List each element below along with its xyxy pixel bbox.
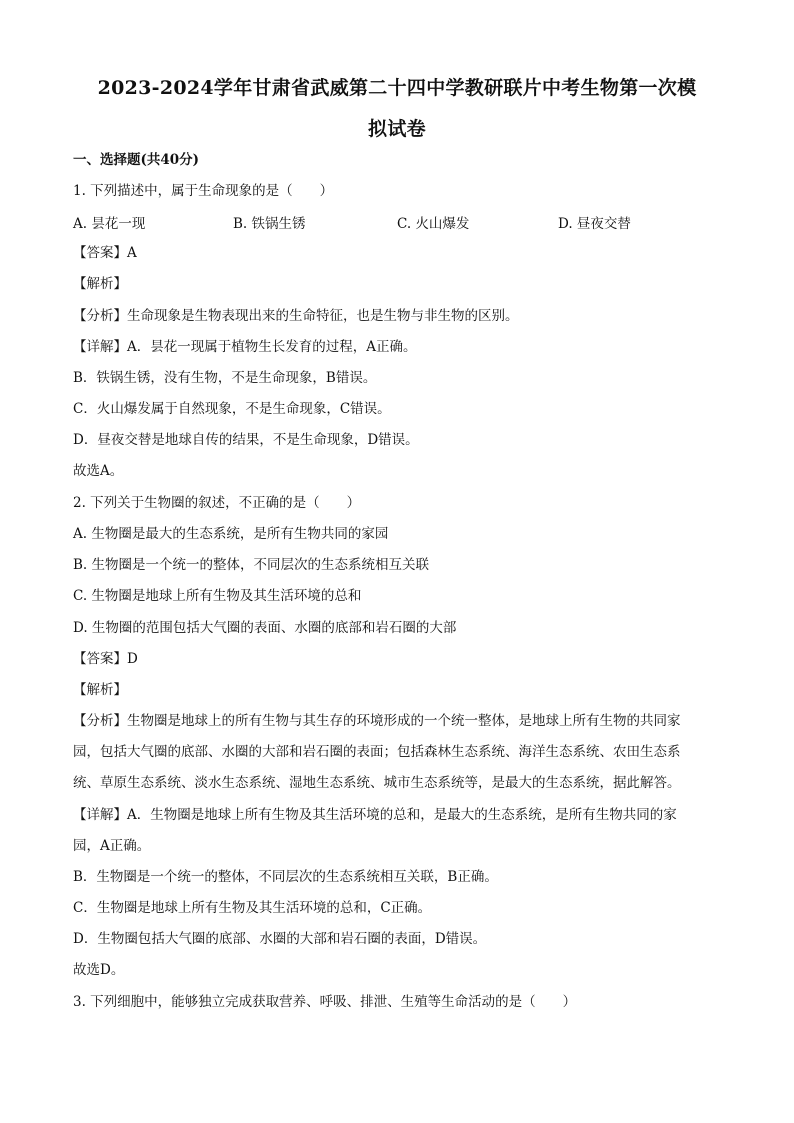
q1-conclusion: 故选A。 [73,463,124,479]
q2-detail-d: D．生物圈包括大气圈的底部、水圈的大部和岩石圈的表面，D错误。 [73,931,487,947]
q2-fenxi-line1: 【分析】生物圈是地球上的所有生物与其生存的环境形成的一个统一整体，是地球上所有生物的共同家 [73,713,681,729]
q2-xiangjie-line1: 【详解】A．生物圈是地球上所有生物及其生活环境的总和，是最大的生态系统，是所有生物共同的家 [73,807,677,823]
exam-title-line1: 2023-2024学年甘肃省武威第二十四中学教研联片中考生物第一次模 [97,77,697,99]
q1-detail-d: D．昼夜交替是地球自传的结果，不是生命现象，D错误。 [73,432,419,448]
q1-answer: 【答案】A [73,245,137,261]
q2-detail-b: B．生物圈是一个统一的整体，不同层次的生态系统相互关联，B正确。 [73,869,498,885]
q2-option-a: A. 生物圈是最大的生态系统，是所有生物共同的家园 [73,526,389,542]
q3-stem: 3. 下列细胞中，能够独立完成获取营养、呼吸、排泄、生殖等生命活动的是（ ） [73,994,577,1010]
q2-answer: 【答案】D [73,651,138,667]
q2-option-c: C. 生物圈是地球上所有生物及其生活环境的总和 [73,588,362,604]
q2-detail-c: C．生物圈是地球上所有生物及其生活环境的总和，C正确。 [73,900,432,916]
section-heading: 一、选择题(共40分) [73,152,200,168]
q1-stem: 1. 下列描述中，属于生命现象的是（ ） [73,183,334,199]
q2-option-b: B. 生物圈是一个统一的整体，不同层次的生态系统相互关联 [73,557,430,573]
q1-option-d: D. 昼夜交替 [558,216,631,232]
q2-option-d: D. 生物圈的范围包括大气圈的表面、水圈的底部和岩石圈的大部 [73,620,457,636]
q1-detail-c: C．火山爆发属于自然现象，不是生命现象，C错误。 [73,401,391,417]
q1-fenxi: 【分析】生命现象是生物表现出来的生命特征，也是生物与非生物的区别。 [73,308,519,324]
q1-detail-b: B．铁锅生锈，没有生物，不是生命现象，B错误。 [73,370,377,386]
q2-fenxi-line2: 园，包括大气圈的底部、水圈的大部和岩石圈的表面；包括森林生态系统、海洋生态系统、农田生态系 [73,744,681,760]
q2-conclusion: 故选D。 [73,962,125,978]
q1-option-c: C. 火山爆发 [397,216,470,232]
q1-analysis-label: 【解析】 [73,276,127,292]
q2-stem: 2. 下列关于生物圈的叙述，不正确的是（ ） [73,495,361,511]
q1-xiangjie: 【详解】A．昙花一现属于植物生长发育的过程，A正确。 [73,339,417,355]
exam-title-line2: 拟试卷 [368,118,426,140]
q2-fenxi-line3: 统、草原生态系统、淡水生态系统、湿地生态系统、城市生态系统等，是最大的生态系统，据此解答。 [73,775,681,791]
q1-option-b: B. 铁锅生锈 [233,216,306,232]
q1-option-a: A. 昙花一现 [73,216,146,232]
q2-xiangjie-line2: 园，A正确。 [73,838,151,854]
q2-analysis-label: 【解析】 [73,682,127,698]
